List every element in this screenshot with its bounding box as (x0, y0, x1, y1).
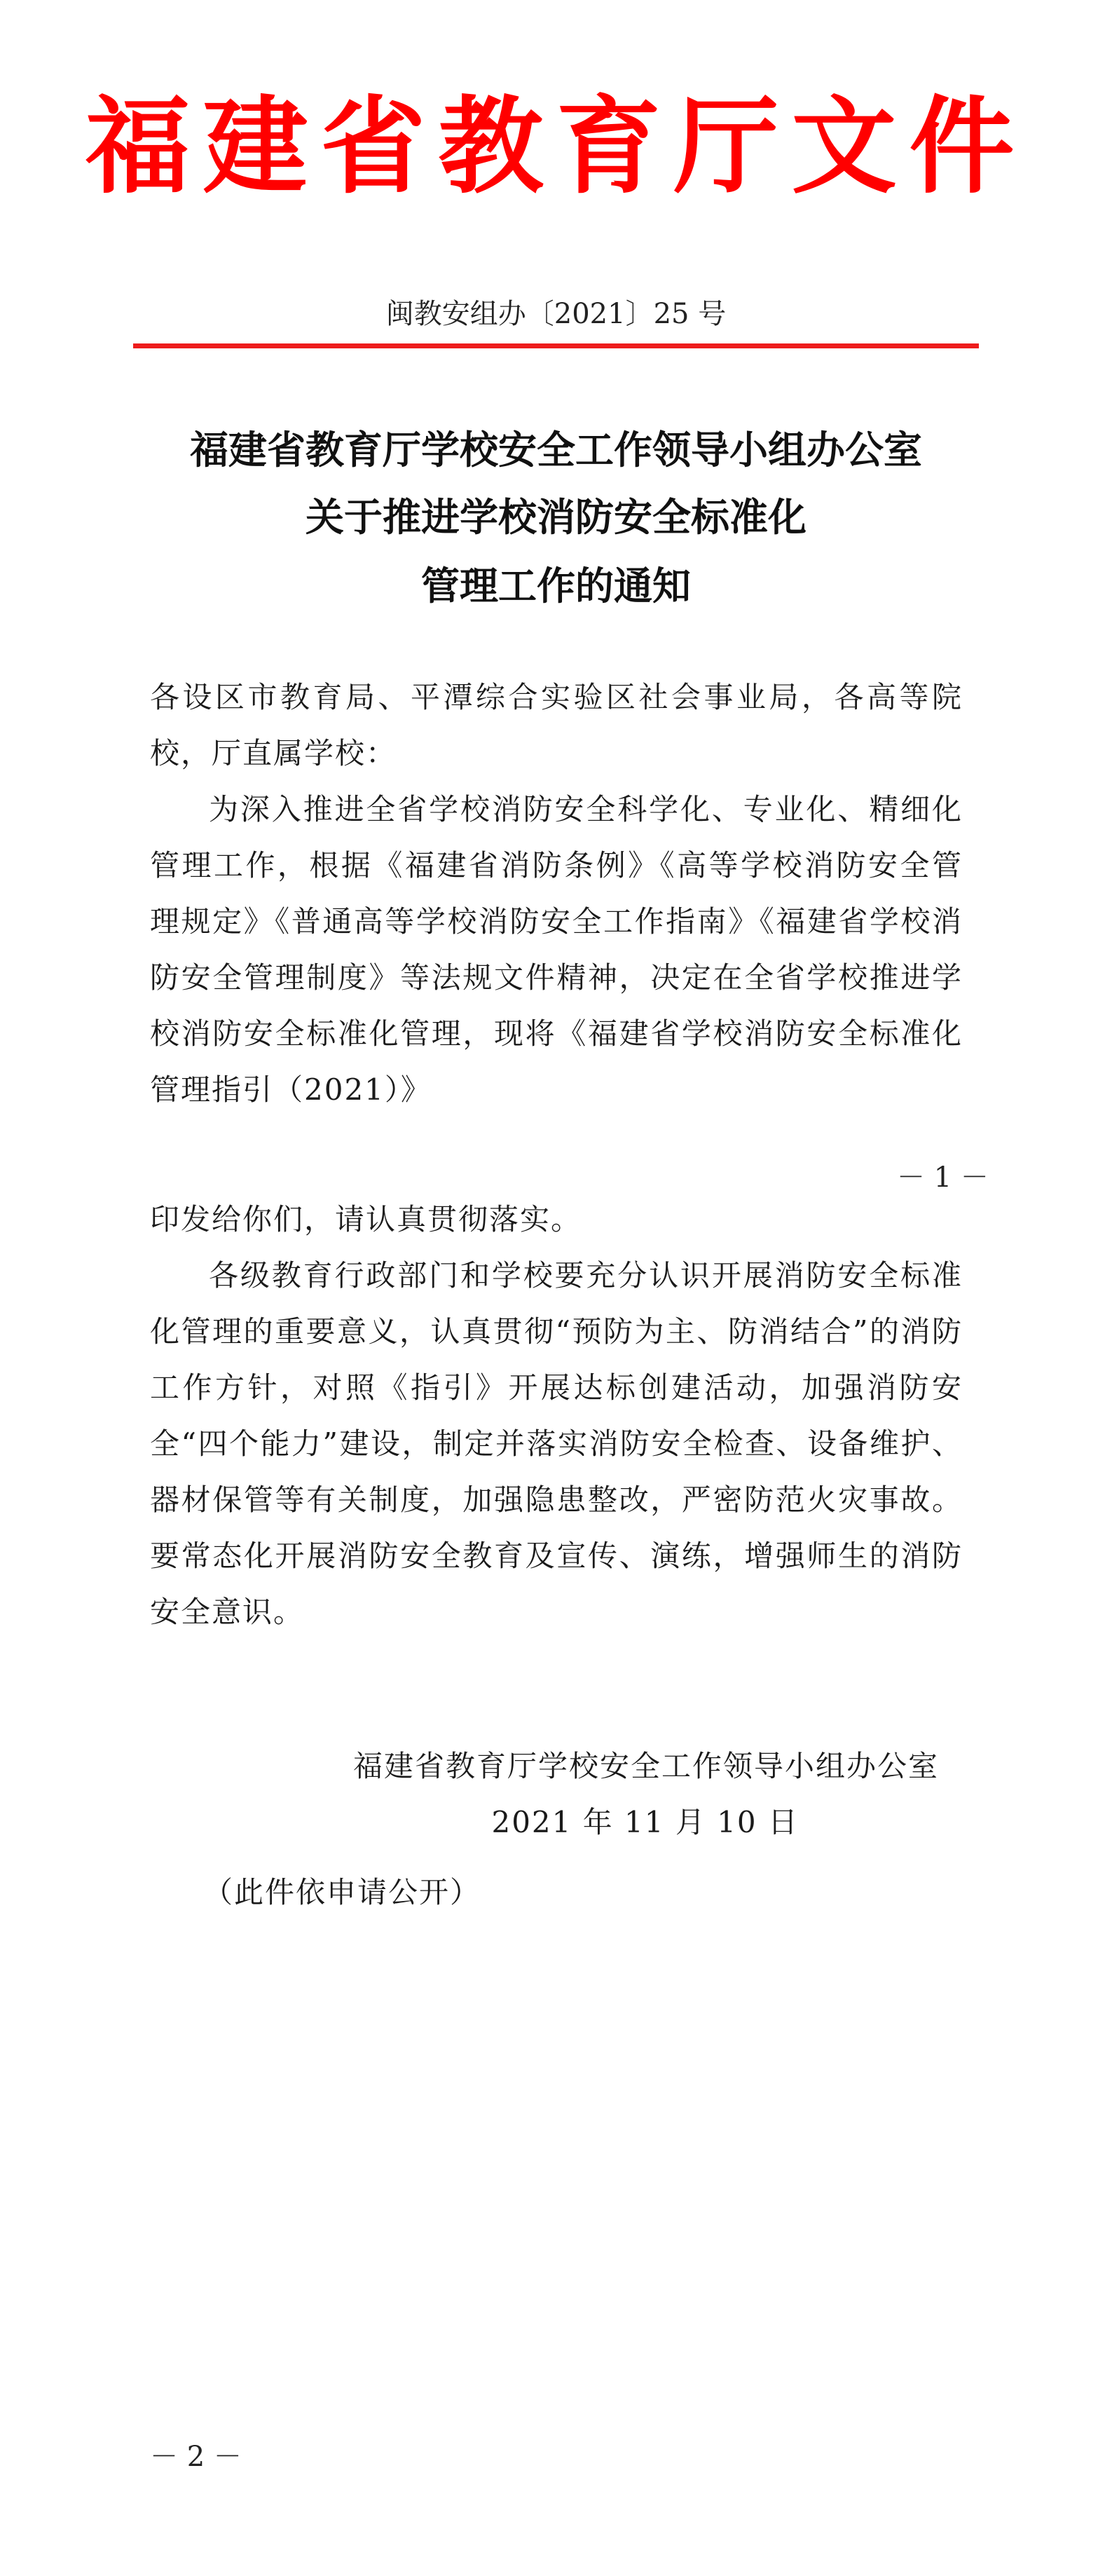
notice-title-line-2: 关于推进学校消防安全标准化 (305, 495, 806, 540)
notice-title-line-1: 福建省教育厅学校安全工作领导小组办公室 (189, 428, 922, 472)
disclosure-note: （此件依申请公开） (203, 1875, 481, 1909)
signature-organization: 福建省教育厅学校安全工作领导小组办公室 (352, 1749, 939, 1783)
page-number-2: － 2 － (150, 2441, 242, 2473)
notice-title-line-3: 管理工作的通知 (420, 564, 691, 608)
addressee: 各设区市教育局、平潭综合实验区社会事业局，各高等院校，厅直属学校： (150, 680, 963, 770)
page-number-1: － 1 － (897, 1161, 989, 1194)
body-paragraph-2: 各级教育行政部门和学校要充分认识开展消防安全标准化管理的重要意义，认真贯彻“预防为主、防消结合”的消防工作方针，对照《指引》开展达标创建活动，加强消防安全“四个能力”建设，制定并落实消防安全检查、设备维护、器材保管等有关制度，加强隐患整改，严密防范火灾事故。要常态化开展消防安全教育及宣传、演练，增强师生的消防安全意识。 (150, 1258, 963, 1629)
document-header-title: 福建省教育厅文件 (85, 86, 1027, 208)
document-number: 闽教安组办〔2021〕25 号 (385, 298, 727, 330)
signature-date: 2021 年 11 月 10 日 (491, 1805, 799, 1839)
red-divider-rule (133, 343, 979, 348)
body-paragraph-1: 为深入推进全省学校消防安全科学化、专业化、精细化管理工作，根据《福建省消防条例》《高等学校消防安全管理规定》《普通高等学校消防安全工作指南》《福建省学校消防安全管理制度》等法规文件精神，决定在全省学校推进学校消防安全标准化管理，现将《福建省学校消防安全标准化管理指引（2021）》 (150, 792, 963, 1107)
body-continuation: 印发给你们，请认真贯彻落实。 (150, 1202, 582, 1236)
